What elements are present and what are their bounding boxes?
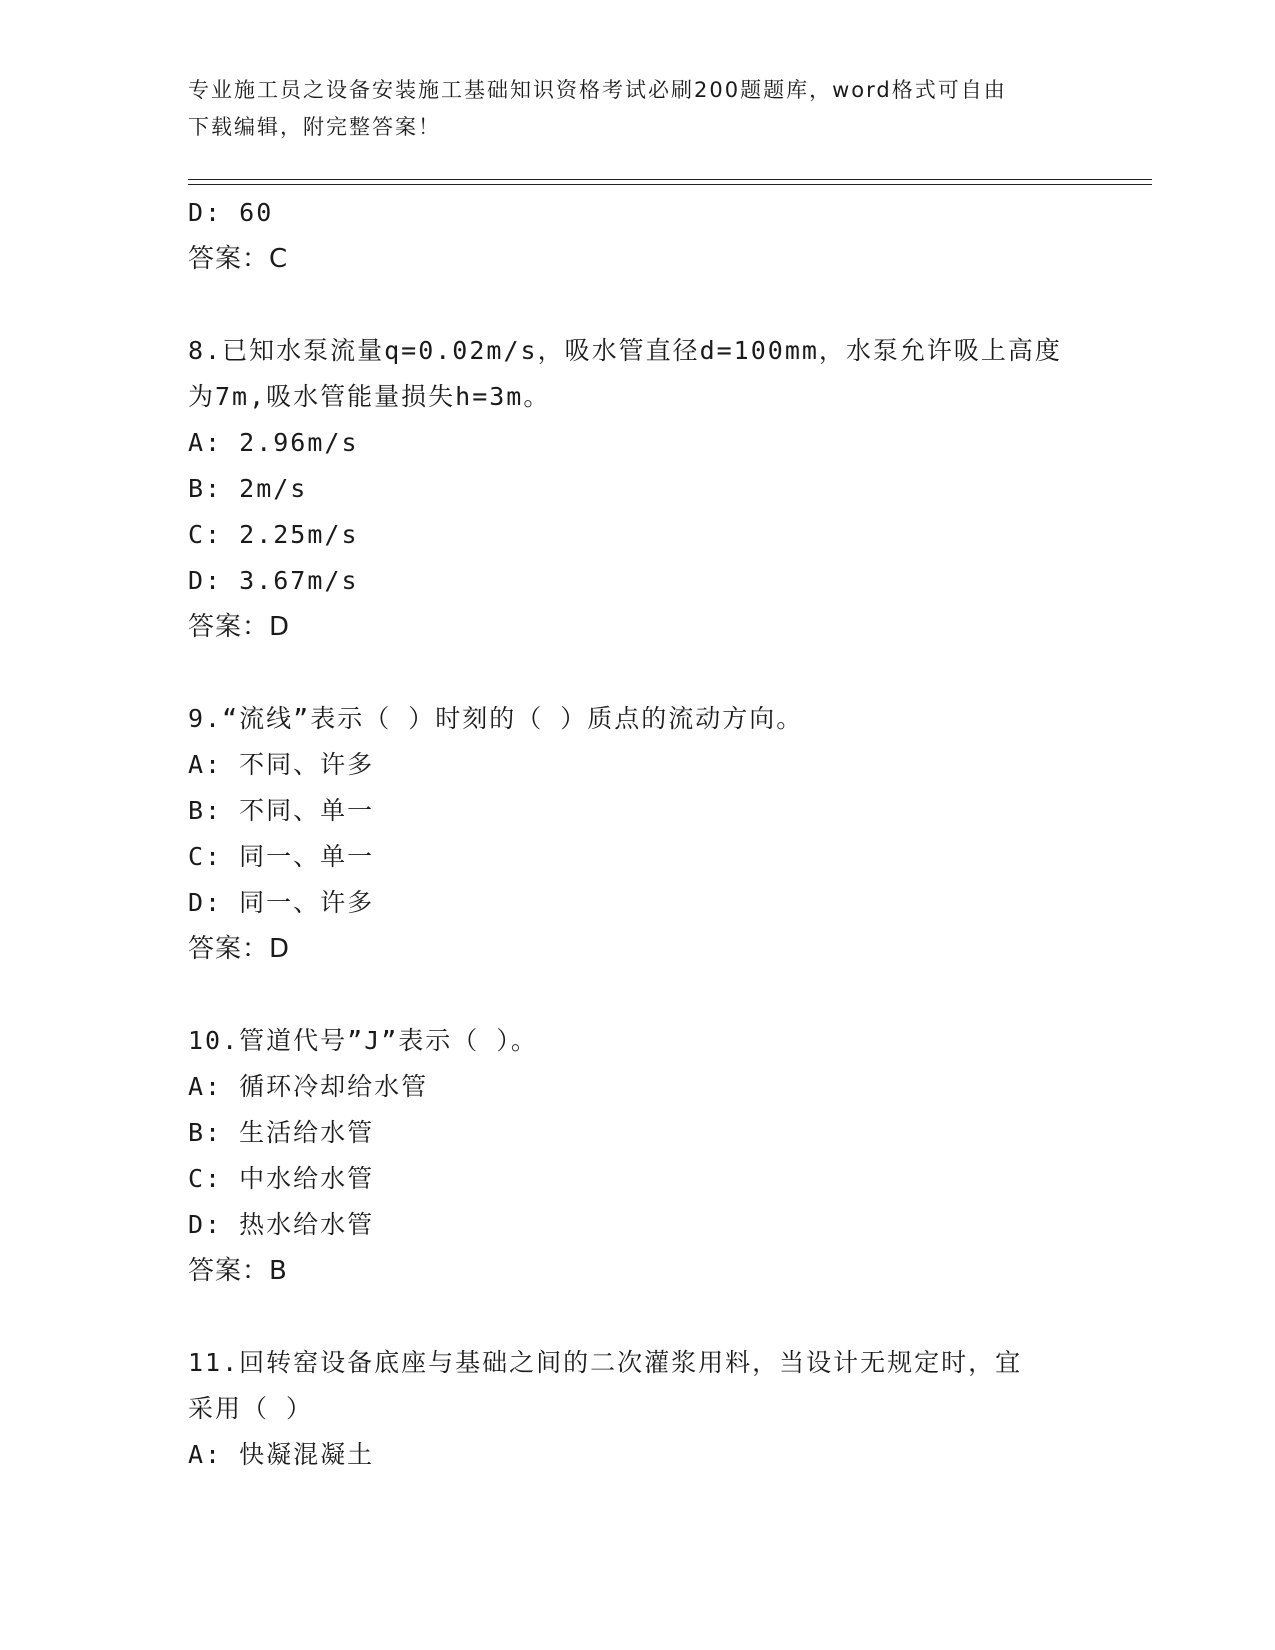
question-8 <box>188 328 1088 650</box>
spacer <box>188 1294 1088 1340</box>
header-line-2: 下载编辑，附完整答案！ <box>188 115 441 139</box>
option-a: A: 循环冷却给水管 <box>188 1072 429 1101</box>
question-stem: 10.管道代号”J”表示（ ）。 <box>188 1026 538 1055</box>
option-a: A: 2.96m/s <box>188 428 359 457</box>
option-c: C: 中水给水管 <box>188 1164 375 1193</box>
spacer <box>188 650 1088 696</box>
question-stem-continued: 为7m,吸水管能量损失h=3m。 <box>188 382 551 411</box>
spacer <box>188 282 1088 328</box>
header-divider-bottom <box>188 184 1152 185</box>
question-9 <box>188 696 1088 972</box>
question-list <box>188 190 1088 1478</box>
option-d: D: 60 <box>188 198 274 227</box>
option-a: A: 不同、许多 <box>188 750 375 779</box>
option-b: B: 生活给水管 <box>188 1118 375 1147</box>
question-stem: 8.已知水泵流量q=0.02m/s，吸水管直径d=100mm，水泵允许吸上高度 <box>188 336 1062 365</box>
option-d: D: 同一、许多 <box>188 888 375 917</box>
option-b: B: 2m/s <box>188 474 308 503</box>
option-d: D: 热水给水管 <box>188 1210 375 1239</box>
option-c: C: 2.25m/s <box>188 520 359 549</box>
answer-line: 答案：D <box>188 934 291 964</box>
answer-line: 答案：D <box>188 612 291 642</box>
option-c: C: 同一、单一 <box>188 842 375 871</box>
header-divider-top <box>188 179 1152 180</box>
spacer <box>188 972 1088 1018</box>
question-stem-continued: 采用（ ） <box>188 1394 314 1423</box>
question-stem: 9.“流线”表示（ ）时刻的（ ）质点的流动方向。 <box>188 704 804 733</box>
answer-line: 答案：B <box>188 1256 288 1286</box>
answer-line: 答案：C <box>188 244 289 274</box>
option-d: D: 3.67m/s <box>188 566 359 595</box>
option-a: A: 快凝混凝土 <box>188 1440 375 1469</box>
question-11 <box>188 1340 1088 1478</box>
document-header <box>188 72 1088 146</box>
question-10 <box>188 1018 1088 1294</box>
header-line-1: 专业施工员之设备安装施工基础知识资格考试必刷200题题库，word格式可自由 <box>188 78 1007 102</box>
option-b: B: 不同、单一 <box>188 796 375 825</box>
question-stem: 11.回转窑设备底座与基础之间的二次灌浆用料，当设计无规定时，宜 <box>188 1348 1023 1377</box>
